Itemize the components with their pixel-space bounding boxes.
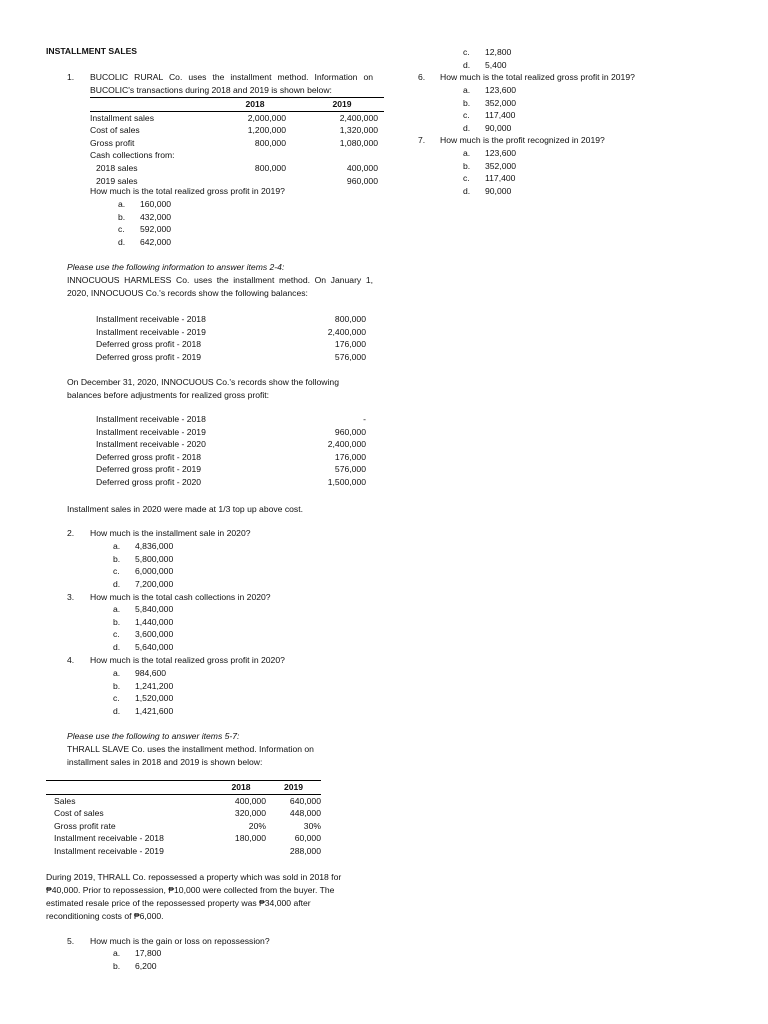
thrall-row-label: Installment receivable - 2019 bbox=[54, 845, 164, 856]
balance-label: Deferred gross profit - 2019 bbox=[96, 351, 202, 362]
option-text: 352,000 bbox=[485, 160, 517, 171]
balance-label: Installment receivable - 2020 bbox=[96, 439, 206, 450]
option-letter: c. bbox=[113, 566, 120, 577]
balance-label: Deferred gross profit - 2018 bbox=[96, 451, 202, 462]
option-text: 6,200 bbox=[135, 960, 157, 971]
q1-row-label: Cash collections from: bbox=[90, 150, 175, 161]
option-text: 6,000,000 bbox=[135, 566, 174, 577]
thrall-row-2018 bbox=[216, 845, 266, 858]
q1-row-2018: 2,000,000 bbox=[247, 112, 286, 123]
table-row bbox=[90, 149, 384, 162]
installment-note: Installment sales in 2020 were made at 1/3 top up above cost. bbox=[67, 504, 303, 514]
balance-value: 2,400,000 bbox=[327, 439, 366, 450]
q3-options bbox=[113, 603, 173, 653]
option-letter: d. bbox=[463, 185, 471, 196]
q4-question: How much is the total realized gross profit in 2020? bbox=[90, 655, 285, 665]
thrall-row-2019: 448,000 bbox=[289, 808, 321, 819]
option-item[interactable] bbox=[463, 122, 516, 135]
option-item[interactable] bbox=[118, 223, 171, 236]
thrall-col-2019: 2019 bbox=[266, 781, 321, 795]
option-text: 5,800,000 bbox=[135, 553, 174, 564]
option-letter: b. bbox=[463, 97, 471, 108]
option-item[interactable] bbox=[118, 236, 171, 249]
option-text: 1,421,600 bbox=[135, 705, 174, 716]
balance-label: Installment receivable - 2018 bbox=[96, 414, 206, 424]
option-item[interactable] bbox=[463, 147, 516, 160]
option-letter: b. bbox=[113, 680, 121, 691]
q1-text-line2: BUCOLIC's transactions during 2018 and 2019 is shown below: bbox=[90, 85, 332, 95]
option-text: 5,640,000 bbox=[135, 641, 174, 652]
info24-line2: 2020, INNOCUOUS Co.'s records show the following balances: bbox=[67, 288, 308, 298]
option-letter: c. bbox=[463, 173, 470, 184]
option-item[interactable] bbox=[113, 680, 173, 693]
option-item[interactable] bbox=[113, 960, 161, 973]
thrall-row-2018: 400,000 bbox=[234, 795, 266, 806]
dec-balances-table bbox=[96, 413, 366, 489]
repossession-para-line4: reconditioning costs of ₱6,000. bbox=[46, 911, 164, 921]
q5-options bbox=[113, 947, 161, 972]
option-letter: a. bbox=[113, 604, 121, 614]
option-text: 5,400 bbox=[485, 59, 507, 70]
table-row bbox=[96, 338, 366, 351]
table-row bbox=[46, 794, 321, 807]
balance-value: 800,000 bbox=[334, 314, 366, 324]
q1-row-2018 bbox=[210, 149, 300, 162]
option-text: 1,520,000 bbox=[135, 693, 174, 704]
option-letter: d. bbox=[113, 578, 121, 589]
option-item[interactable] bbox=[113, 565, 173, 578]
thrall-row-label: Gross profit rate bbox=[54, 820, 116, 831]
option-letter: d. bbox=[113, 705, 121, 716]
q3-number: 3. bbox=[67, 592, 75, 602]
q7-options bbox=[463, 147, 516, 197]
q5-number: 5. bbox=[67, 936, 75, 946]
thrall-row-label: Sales bbox=[54, 795, 76, 806]
option-text: 17,800 bbox=[135, 948, 162, 958]
q1-row-2019: 960,000 bbox=[346, 175, 378, 186]
q1-number: 1. bbox=[67, 72, 75, 82]
option-text: 160,000 bbox=[140, 199, 172, 209]
thrall-row-2018: 320,000 bbox=[234, 808, 266, 819]
balance-value: 960,000 bbox=[334, 426, 366, 437]
table-row bbox=[90, 137, 384, 150]
balance-value: 2,400,000 bbox=[327, 326, 366, 337]
option-text: 4,836,000 bbox=[135, 541, 174, 551]
option-item[interactable] bbox=[118, 211, 171, 224]
balance-label: Deferred gross profit - 2020 bbox=[96, 476, 202, 487]
option-letter: d. bbox=[113, 641, 121, 652]
thrall-row-2019: 30% bbox=[303, 820, 321, 831]
thrall-row-label: Installment receivable - 2018 bbox=[54, 833, 164, 844]
q1-text-line1: BUCOLIC RURAL Co. uses the installment method. Information on bbox=[90, 72, 373, 82]
page-title: INSTALLMENT SALES bbox=[46, 46, 138, 56]
table-row bbox=[90, 124, 384, 137]
option-text: 432,000 bbox=[140, 211, 172, 222]
balance-value: - bbox=[363, 414, 366, 424]
option-letter: a. bbox=[113, 668, 121, 678]
table-row bbox=[46, 832, 321, 845]
q1-row-label: 2019 sales bbox=[96, 175, 138, 186]
table-row bbox=[96, 351, 366, 364]
q1-row-2019: 1,080,000 bbox=[339, 137, 378, 148]
instruction-2-4: Please use the following information to answer items 2-4: bbox=[67, 262, 285, 272]
q7-question: How much is the profit recognized in 2019? bbox=[440, 135, 605, 145]
option-letter: a. bbox=[113, 948, 121, 958]
q6-question: How much is the total realized gross profit in 2019? bbox=[440, 72, 635, 82]
option-item[interactable] bbox=[113, 705, 173, 718]
option-text: 592,000 bbox=[140, 224, 172, 235]
q4-options bbox=[113, 667, 173, 717]
option-letter: c. bbox=[463, 47, 470, 57]
option-item[interactable] bbox=[463, 46, 511, 59]
option-item[interactable] bbox=[113, 578, 173, 591]
q7-number: 7. bbox=[418, 135, 426, 145]
q1-row-label: Gross profit bbox=[90, 137, 135, 148]
balance-value: 576,000 bbox=[334, 464, 366, 475]
option-item[interactable] bbox=[113, 667, 173, 680]
table-row bbox=[46, 820, 321, 833]
option-text: 12,800 bbox=[485, 47, 512, 57]
table-row bbox=[96, 476, 366, 489]
thrall-row-2019: 60,000 bbox=[294, 833, 321, 844]
option-text: 90,000 bbox=[485, 122, 512, 133]
option-text: 3,600,000 bbox=[135, 629, 174, 640]
q1-row-label: Cost of sales bbox=[90, 125, 140, 136]
info57-line2: installment sales in 2018 and 2019 is shown below: bbox=[67, 757, 263, 767]
table-row bbox=[90, 162, 384, 175]
q4-number: 4. bbox=[67, 655, 75, 665]
thrall-table bbox=[46, 780, 321, 858]
q1-row-label: Installment sales bbox=[90, 112, 155, 123]
option-letter: d. bbox=[463, 122, 471, 133]
info24-line1: INNOCUOUS HARMLESS Co. uses the installment method. On January 1, bbox=[67, 275, 373, 285]
thrall-col-2018: 2018 bbox=[216, 781, 266, 795]
balance-value: 176,000 bbox=[334, 451, 366, 462]
option-text: 1,440,000 bbox=[135, 616, 174, 627]
table-row bbox=[46, 845, 321, 858]
option-item[interactable] bbox=[113, 641, 173, 654]
option-item[interactable] bbox=[118, 198, 171, 211]
q5-question: How much is the gain or loss on repossession? bbox=[90, 936, 270, 946]
instruction-5-7: Please use the following to answer items 5-7: bbox=[67, 731, 240, 741]
option-item[interactable] bbox=[113, 616, 173, 629]
q1-row-2018: 800,000 bbox=[254, 137, 286, 148]
q2-question: How much is the installment sale in 2020? bbox=[90, 528, 251, 538]
option-item[interactable] bbox=[113, 553, 173, 566]
option-text: 7,200,000 bbox=[135, 578, 174, 589]
q1-question: How much is the total realized gross profit in 2019? bbox=[90, 186, 285, 196]
option-item[interactable] bbox=[463, 160, 516, 173]
q1-row-label: 2018 sales bbox=[96, 162, 138, 173]
q1-row-2019: 1,320,000 bbox=[339, 125, 378, 136]
option-letter: a. bbox=[463, 148, 471, 158]
q6-number: 6. bbox=[418, 72, 426, 82]
thrall-row-2019: 640,000 bbox=[289, 795, 321, 806]
q1-col-2019: 2019 bbox=[300, 98, 384, 112]
option-letter: c. bbox=[118, 224, 125, 235]
option-letter: d. bbox=[118, 236, 126, 247]
option-letter: c. bbox=[463, 110, 470, 121]
balance-value: 1,500,000 bbox=[327, 476, 366, 487]
balance-value: 576,000 bbox=[334, 351, 366, 362]
repossession-para-line3: estimated resale price of the repossessed property was ₱34,000 after bbox=[46, 898, 311, 908]
table-row bbox=[96, 438, 366, 451]
option-item[interactable] bbox=[463, 172, 516, 185]
q5-options-continued bbox=[463, 46, 511, 71]
option-text: 90,000 bbox=[485, 185, 512, 196]
option-letter: b. bbox=[118, 211, 126, 222]
balance-label: Deferred gross profit - 2018 bbox=[96, 339, 202, 350]
option-letter: b. bbox=[463, 160, 471, 171]
option-item[interactable] bbox=[463, 84, 516, 97]
thrall-row-2018: 180,000 bbox=[234, 833, 266, 844]
option-text: 984,600 bbox=[135, 668, 167, 678]
q1-col-2018: 2018 bbox=[210, 98, 300, 112]
q1-row-2019: 2,400,000 bbox=[339, 112, 378, 123]
option-letter: a. bbox=[463, 85, 471, 95]
q1-row-2019 bbox=[300, 149, 384, 162]
info57-line1: THRALL SLAVE Co. uses the installment method. Information on bbox=[67, 744, 314, 754]
jan-balances-table bbox=[96, 313, 366, 363]
dec-text-line2: balances before adjustments for realized gross profit: bbox=[67, 390, 270, 400]
option-item[interactable] bbox=[113, 628, 173, 641]
option-item[interactable] bbox=[113, 603, 173, 616]
balance-value: 176,000 bbox=[334, 339, 366, 350]
balance-label: Installment receivable - 2018 bbox=[96, 314, 206, 324]
table-row bbox=[96, 413, 366, 426]
q1-table bbox=[90, 97, 384, 187]
option-item[interactable] bbox=[113, 540, 173, 553]
balance-label: Deferred gross profit - 2019 bbox=[96, 464, 202, 475]
option-letter: d. bbox=[463, 59, 471, 70]
option-item[interactable] bbox=[463, 109, 516, 122]
repossession-para-line2: ₱40,000. Prior to repossession, ₱10,000 were collected from the buyer. The bbox=[46, 885, 335, 895]
table-row bbox=[46, 807, 321, 820]
table-row bbox=[96, 313, 366, 326]
table-row bbox=[96, 451, 366, 464]
option-text: 123,600 bbox=[485, 85, 517, 95]
option-letter: a. bbox=[113, 541, 121, 551]
option-letter: a. bbox=[118, 199, 126, 209]
thrall-row-2019: 288,000 bbox=[289, 845, 321, 856]
option-text: 1,241,200 bbox=[135, 680, 174, 691]
option-letter: b. bbox=[113, 553, 121, 564]
thrall-row-2018: 20% bbox=[248, 820, 266, 831]
option-text: 352,000 bbox=[485, 97, 517, 108]
q1-row-2019: 400,000 bbox=[346, 162, 378, 173]
table-row bbox=[96, 463, 366, 476]
option-letter: c. bbox=[113, 629, 120, 640]
option-text: 123,600 bbox=[485, 148, 517, 158]
q1-row-2018: 800,000 bbox=[254, 162, 286, 173]
option-item[interactable] bbox=[463, 97, 516, 110]
repossession-para-line1: During 2019, THRALL Co. repossessed a property which was sold in 2018 for bbox=[46, 872, 342, 882]
table-row bbox=[90, 111, 384, 124]
option-letter: b. bbox=[113, 960, 121, 971]
option-item[interactable] bbox=[113, 947, 161, 960]
balance-label: Installment receivable - 2019 bbox=[96, 426, 206, 437]
q6-options bbox=[463, 84, 516, 134]
dec-text-line1: On December 31, 2020, INNOCUOUS Co.'s records show the following bbox=[67, 377, 339, 387]
option-text: 642,000 bbox=[140, 236, 172, 247]
balance-label: Installment receivable - 2019 bbox=[96, 326, 206, 337]
q3-question: How much is the total cash collections in 2020? bbox=[90, 592, 271, 602]
thrall-row-label: Cost of sales bbox=[54, 808, 104, 819]
option-text: 117,400 bbox=[485, 173, 516, 184]
table-row bbox=[96, 426, 366, 439]
option-item[interactable] bbox=[463, 185, 516, 198]
option-letter: c. bbox=[113, 693, 120, 704]
q1-row-2018: 1,200,000 bbox=[247, 125, 286, 136]
q1-options bbox=[118, 198, 171, 248]
option-item[interactable] bbox=[113, 692, 173, 705]
option-text: 117,400 bbox=[485, 110, 516, 121]
q2-number: 2. bbox=[67, 528, 75, 538]
option-item[interactable] bbox=[463, 59, 511, 72]
q2-options bbox=[113, 540, 173, 590]
option-text: 5,840,000 bbox=[135, 604, 174, 614]
table-row bbox=[96, 326, 366, 339]
option-letter: b. bbox=[113, 616, 121, 627]
